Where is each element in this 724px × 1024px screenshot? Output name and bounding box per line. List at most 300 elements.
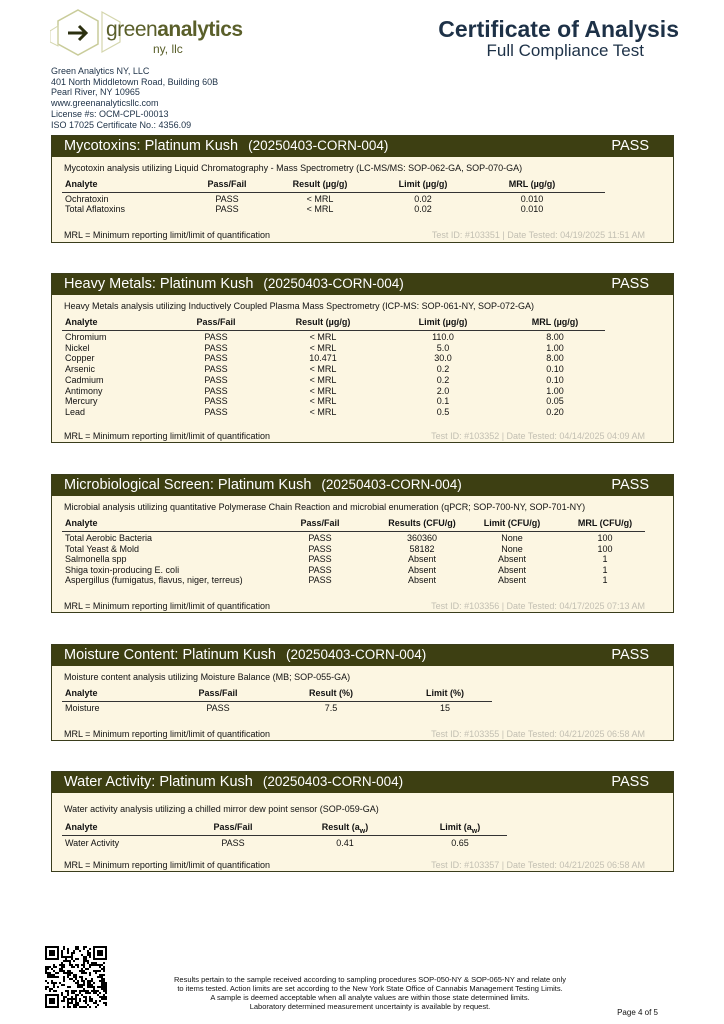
table-cell: Lead: [65, 406, 86, 417]
table-cell: < MRL: [309, 364, 337, 375]
qr-module: [69, 1006, 71, 1008]
method-description: Water activity analysis utilizing a chilled mirror dew point sensor (SOP-059-GA): [64, 804, 379, 814]
qr-module: [103, 974, 105, 976]
qr-module: [55, 990, 57, 992]
section-title-text: Mycotoxins: Platinum Kush: [64, 138, 239, 154]
qr-module: [77, 984, 79, 986]
table-cell: < MRL: [309, 396, 337, 407]
table-cell: 1: [602, 575, 608, 585]
qr-module: [95, 1000, 97, 1002]
qr-module: [71, 990, 73, 992]
qr-module: [85, 946, 87, 948]
table-cell: 1.00: [546, 342, 564, 353]
section-header: [52, 645, 673, 666]
mrl-note: MRL = Minimum reporting limit/limit of quantification: [64, 729, 270, 739]
qr-module: [49, 976, 51, 978]
qr-module: [67, 956, 69, 958]
qr-module: [93, 970, 95, 972]
qr-module: [69, 970, 71, 972]
test-id: Test ID: #103356 | Date Tested: 04/17/2025 07:13 AM: [431, 601, 645, 611]
section-title-text: Heavy Metals: Platinum Kush: [64, 276, 254, 292]
table-cell: 58182: [409, 543, 435, 554]
qr-module: [75, 996, 77, 998]
column-header-close: ): [365, 822, 369, 832]
qr-module: [71, 978, 73, 980]
qr-module: [59, 970, 61, 972]
qr-module: [73, 950, 75, 952]
qr-module: [85, 960, 87, 962]
table-row: [52, 565, 673, 575]
qr-module: [63, 996, 65, 998]
qr-module: [97, 976, 99, 978]
qr-module: [71, 992, 73, 994]
qr-module: [87, 960, 89, 962]
qr-module: [89, 966, 91, 968]
qr-module: [63, 972, 65, 974]
qr-module: [49, 966, 51, 968]
table-cell: 1: [602, 564, 608, 575]
qr-module: [83, 956, 85, 958]
qr-code[interactable]: [45, 946, 107, 1008]
section-title: [64, 774, 403, 790]
qr-module: [103, 986, 105, 988]
certificate-subtitle: Full Compliance Test: [486, 41, 644, 60]
qr-module: [45, 968, 47, 970]
table-cell: Aspergillus (fumigatus, flavus, niger, terreus): [65, 575, 243, 585]
qr-module: [81, 964, 83, 966]
table-cell: 0.65: [451, 838, 469, 848]
qr-module: [93, 962, 95, 964]
qr-module: [85, 972, 87, 974]
qr-module: [81, 980, 83, 982]
table-cell: 0.10: [546, 374, 564, 385]
method-description: Heavy Metals analysis utilizing Inductively Coupled Plasma Mass Spectrometry (ICP-MS: SOP-061-NY, SOP-072-GA): [64, 301, 535, 311]
lab-iso: ISO 17025 Certificate No.: 4356.09: [51, 119, 192, 130]
header-divider: [62, 330, 605, 331]
qr-module: [75, 1000, 77, 1002]
qr-module: [61, 968, 63, 970]
qr-module: [83, 948, 85, 950]
qr-module: [63, 984, 65, 986]
table-cell: 100: [597, 543, 613, 554]
qr-module: [83, 1006, 85, 1008]
section-title: [64, 276, 404, 292]
qr-module: [75, 978, 77, 980]
table-cell: Mercury: [65, 396, 98, 407]
qr-module: [71, 952, 73, 954]
qr-module: [89, 1000, 91, 1002]
qr-module: [63, 1000, 65, 1002]
qr-module: [101, 976, 103, 978]
qr-module: [101, 986, 103, 988]
qr-module: [95, 972, 97, 974]
qr-module: [85, 990, 87, 992]
column-header: Limit (µg/g): [398, 179, 448, 189]
qr-module: [105, 982, 107, 984]
qr-module: [61, 1000, 63, 1002]
table-row: [52, 353, 673, 363]
qr-module: [79, 992, 81, 994]
qr-module: [45, 988, 47, 990]
qr-module: [83, 982, 85, 984]
qr-module: [89, 964, 91, 966]
qr-module: [63, 948, 65, 950]
table-cell: 15: [439, 703, 451, 713]
qr-module: [89, 948, 91, 950]
table-cell: 100: [597, 533, 613, 543]
qr-module: [49, 998, 55, 1004]
column-header: Results (CFU/g): [388, 518, 456, 528]
table-cell: Arsenic: [65, 364, 96, 375]
column-header: Result (%): [308, 688, 354, 698]
table-cell: 5.0: [436, 342, 450, 353]
qr-module: [95, 1002, 97, 1004]
table-cell: Salmonella spp: [65, 554, 127, 564]
qr-module: [73, 990, 75, 992]
qr-module: [103, 978, 105, 980]
qr-module: [73, 1006, 75, 1008]
qr-module: [71, 996, 73, 998]
qr-module: [101, 998, 103, 1000]
qr-module: [69, 998, 71, 1000]
qr-module: [67, 952, 69, 954]
qr-module: [83, 972, 85, 974]
qr-module: [71, 972, 73, 974]
qr-module: [61, 954, 63, 956]
brand-name: greenanalytics: [106, 18, 243, 41]
section-title: [64, 647, 426, 663]
qr-module: [63, 978, 65, 980]
qr-module: [61, 956, 63, 958]
column-header: Result (µg/g): [292, 179, 348, 189]
column-header-close: ): [477, 822, 481, 832]
table-row: [52, 375, 673, 385]
table-cell: Moisture: [65, 703, 100, 713]
method-description: Microbial analysis utilizing quantitative Polymerase Chain Reaction and microbial enumeration (qPCR; SOP-700-NY, SOP-701-NY): [64, 502, 586, 512]
qr-module: [73, 952, 75, 954]
qr-module: [67, 950, 69, 952]
qr-module: [87, 968, 89, 970]
qr-module: [99, 964, 101, 966]
qr-module: [67, 970, 69, 972]
qr-module: [47, 966, 49, 968]
qr-module: [53, 974, 55, 976]
column-header: Analyte: [65, 518, 98, 528]
table-cell: Absent: [497, 575, 527, 585]
qr-module: [75, 1006, 77, 1008]
qr-module: [99, 986, 101, 988]
qr-module: [79, 1000, 81, 1002]
qr-module: [53, 970, 55, 972]
qr-module: [67, 1002, 69, 1004]
qr-module: [61, 984, 63, 986]
qr-module: [79, 976, 81, 978]
table-cell: Absent: [497, 554, 527, 564]
qr-module: [63, 998, 65, 1000]
table-cell: 0.41: [336, 838, 354, 848]
column-header: Limit (µg/g): [418, 317, 468, 327]
qr-module: [63, 976, 65, 978]
qr-module: [61, 962, 63, 964]
disclaimer-line: Results pertain to the sample received according to sampling procedures SOP-050-NY & SOP-065-NY and relate only: [173, 975, 566, 984]
qr-module: [81, 986, 83, 988]
qr-module: [95, 970, 97, 972]
qr-module: [65, 960, 67, 962]
qr-module: [85, 1006, 87, 1008]
column-header: Limit (CFU/g): [483, 518, 541, 528]
qr-module: [49, 988, 51, 990]
column-header: Analyte: [65, 688, 98, 698]
qr-module: [83, 946, 85, 948]
qr-module: [83, 996, 85, 998]
qr-module: [103, 984, 105, 986]
section-result-badge: PASS: [611, 276, 649, 292]
disclaimer-line: Laboratory determined measurement uncertainty is available by request.: [249, 1002, 491, 1011]
qr-module: [51, 968, 53, 970]
qr-module: [69, 974, 71, 976]
qr-module: [101, 980, 103, 982]
lab-city: Pearl River, NY 10965: [51, 87, 140, 98]
qr-module: [99, 966, 101, 968]
qr-module: [51, 974, 53, 976]
qr-module: [99, 992, 101, 994]
table-row: [52, 332, 673, 342]
table-cell: Antimony: [65, 385, 103, 396]
qr-module: [75, 964, 77, 966]
qr-module: [87, 950, 89, 952]
qr-module: [85, 978, 87, 980]
qr-module: [89, 972, 91, 974]
qr-module: [79, 998, 81, 1000]
qr-module: [89, 992, 91, 994]
qr-module: [73, 992, 75, 994]
qr-module: [63, 966, 65, 968]
qr-module: [49, 972, 51, 974]
table-cell: None: [501, 543, 523, 554]
qr-module: [89, 982, 91, 984]
column-header: Result (µg/g): [295, 317, 351, 327]
qr-module: [73, 980, 75, 982]
column-header: MRL (µg/g): [508, 179, 556, 189]
qr-module: [67, 960, 69, 962]
table-cell: Copper: [65, 353, 95, 364]
table-cell: PASS: [204, 385, 228, 396]
qr-module: [99, 976, 101, 978]
qr-module: [81, 994, 83, 996]
qr-module: [105, 988, 107, 990]
disclaimer: [120, 975, 620, 1011]
table-cell: Water Activity: [65, 838, 120, 848]
table-cell: 0.2: [436, 364, 450, 375]
batch-id: (20250403-CORN-004): [248, 138, 389, 153]
lab-website[interactable]: www.greenanalyticsllc.com: [51, 98, 159, 109]
qr-module: [71, 956, 73, 958]
qr-module: [105, 992, 107, 994]
qr-module: [75, 958, 77, 960]
qr-module: [99, 1000, 101, 1002]
column-header-subscript: w: [471, 827, 478, 835]
column-header: MRL (µg/g): [531, 317, 579, 327]
qr-module: [103, 990, 105, 992]
header-divider: [62, 531, 645, 532]
qr-module: [63, 980, 65, 982]
qr-module: [103, 982, 105, 984]
table-cell: 7.5: [324, 703, 338, 713]
batch-id: (20250403-CORN-004): [285, 647, 427, 662]
qr-module: [77, 966, 79, 968]
test-id: Test ID: #103352 | Date Tested: 04/14/2025 04:09 AM: [431, 431, 645, 441]
qr-module: [97, 994, 99, 996]
disclaimer-line: to items tested. Action limits are set according to the New York State Office of Cannabis Management Testing Limits.: [177, 984, 563, 993]
qr-module: [77, 1004, 79, 1006]
qr-module: [97, 986, 99, 988]
qr-module: [63, 1006, 65, 1008]
section-result-badge: PASS: [611, 138, 649, 154]
qr-module: [91, 962, 93, 964]
table-cell: 110.0: [432, 332, 454, 342]
qr-module: [73, 976, 75, 978]
table-cell: PASS: [204, 353, 228, 364]
qr-module: [69, 986, 71, 988]
qr-module: [67, 1004, 69, 1006]
column-header: Pass/Fail: [198, 688, 238, 698]
qr-module: [89, 1006, 91, 1008]
qr-module: [63, 970, 65, 972]
qr-module: [47, 972, 49, 974]
qr-module: [93, 992, 95, 994]
section-title-text: Water Activity: Platinum Kush: [64, 774, 253, 790]
table-cell: 0.10: [546, 364, 564, 375]
qr-module: [77, 964, 79, 966]
qr-module: [75, 948, 77, 950]
mrl-note: MRL = Minimum reporting limit/limit of quantification: [64, 431, 270, 441]
qr-module: [91, 986, 93, 988]
table-cell: Total Aflatoxins: [65, 203, 126, 214]
qr-module: [85, 1002, 87, 1004]
qr-module: [71, 1002, 73, 1004]
mrl-note: MRL = Minimum reporting limit/limit of quantification: [64, 860, 270, 870]
column-header-text: Limit (a: [439, 822, 472, 832]
column-header: Analyte: [65, 317, 98, 327]
table-cell: PASS: [204, 406, 228, 417]
qr-module: [85, 958, 87, 960]
table-row: [52, 838, 673, 848]
qr-module: [47, 986, 49, 988]
test-id: Test ID: #103355 | Date Tested: 04/21/2025 06:58 AM: [431, 729, 645, 739]
qr-module: [87, 986, 89, 988]
qr-module: [81, 976, 83, 978]
table-cell: Total Aerobic Bacteria: [65, 533, 153, 543]
qr-module: [69, 978, 71, 980]
table-cell: < MRL: [306, 194, 334, 204]
lab-address: 401 North Middletown Road, Building 60B: [51, 76, 219, 87]
table-row: [52, 703, 673, 713]
column-header: Analyte: [65, 179, 98, 189]
qr-module: [51, 988, 53, 990]
qr-module: [83, 960, 85, 962]
qr-module: [61, 952, 63, 954]
qr-module: [47, 974, 49, 976]
table-cell: 2.0: [436, 385, 450, 396]
column-header: Pass/Fail: [196, 317, 236, 327]
qr-module: [79, 1006, 81, 1008]
table-cell: < MRL: [309, 332, 337, 342]
table-row: [52, 575, 673, 585]
qr-module: [47, 968, 49, 970]
qr-module: [73, 960, 75, 962]
qr-module: [81, 1006, 83, 1008]
qr-module: [47, 976, 49, 978]
qr-module: [97, 990, 99, 992]
qr-module: [49, 990, 51, 992]
qr-module: [45, 966, 47, 968]
qr-module: [83, 1000, 85, 1002]
table-cell: 1.00: [546, 385, 564, 396]
qr-module: [97, 970, 99, 972]
qr-module: [67, 1006, 69, 1008]
qr-module: [71, 964, 73, 966]
qr-module: [53, 986, 55, 988]
table-cell: < MRL: [306, 203, 334, 214]
column-header-text: Result (a: [321, 822, 360, 832]
table-cell: 0.010: [520, 203, 544, 214]
table-cell: PASS: [204, 332, 228, 342]
lab-name: Green Analytics NY, LLC: [51, 66, 150, 76]
qr-module: [87, 982, 89, 984]
section-header: [52, 274, 673, 295]
qr-module: [91, 998, 93, 1000]
table-cell: 0.02: [414, 194, 432, 204]
qr-module: [71, 998, 73, 1000]
table-cell: < MRL: [309, 374, 337, 385]
table-cell: Total Yeast & Mold: [65, 543, 140, 554]
table-cell: PASS: [308, 533, 332, 543]
qr-module: [89, 954, 91, 956]
qr-module: [87, 992, 89, 994]
qr-module: [83, 964, 85, 966]
qr-module: [71, 1000, 73, 1002]
section-heavy-metals: [51, 273, 674, 443]
table-cell: 1: [602, 554, 608, 564]
qr-module: [95, 1006, 97, 1008]
qr-module: [89, 980, 91, 982]
qr-module: [61, 994, 63, 996]
table-cell: 0.20: [546, 406, 564, 417]
qr-module: [97, 1004, 99, 1006]
qr-module: [45, 980, 47, 982]
qr-module: [85, 992, 87, 994]
disclaimer-line: A sample is deemed acceptable when all analyte values are within those state determined limits.: [210, 993, 530, 1002]
qr-module: [85, 998, 87, 1000]
section-moisture: [51, 644, 674, 741]
qr-module: [83, 962, 85, 964]
lab-license: License #s: OCM-CPL-00013: [51, 108, 169, 119]
table-cell: 0.05: [546, 396, 564, 407]
qr-module: [105, 1004, 107, 1006]
qr-module: [87, 990, 89, 992]
qr-module: [93, 982, 95, 984]
table-row: [52, 343, 673, 353]
qr-module: [105, 984, 107, 986]
qr-module: [93, 990, 95, 992]
qr-module: [67, 998, 69, 1000]
qr-module: [95, 962, 97, 964]
qr-module: [81, 984, 83, 986]
qr-module: [101, 974, 103, 976]
table-cell: Shiga toxin-producing E. coli: [65, 564, 180, 575]
qr-module: [65, 958, 67, 960]
qr-module: [67, 972, 69, 974]
